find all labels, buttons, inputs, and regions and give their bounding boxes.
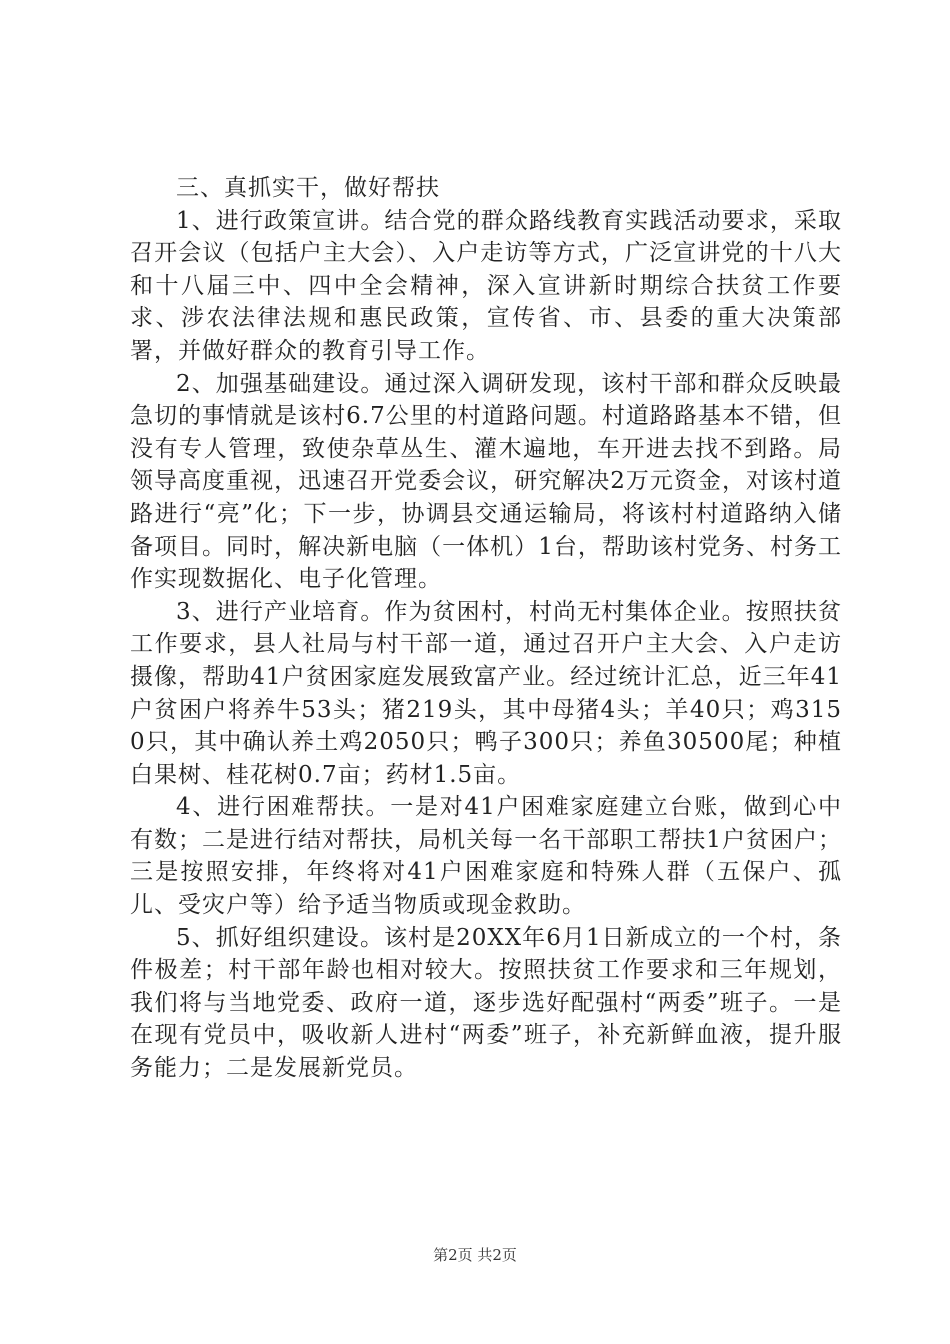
paragraph-hardship-aid: 4、进行困难帮扶。一是对41户困难家庭建立台账，做到心中有数；二是进行结对帮扶，局机关每一名干部职工帮扶1户贫困户；三是按照安排，年终将对41户困难家庭和特殊人群（五保户、孤儿、受灾户等）给予适当物质或现金救助。 bbox=[130, 794, 842, 919]
paragraph-infrastructure: 2、加强基础建设。通过深入调研发现，该村干部和群众反映最急切的事情就是该村6.7公里的村道路问题。村道路路基本不错，但没有专人管理，致使杂草丛生、灌木遍地，车开进去找不到路。局领导高度重视，迅速召开党委会议，研究解决2万元资金，对该村道路进行“亮”化；下一步，协调县交通运输局，将该村村道路纳入储备项目。同时，解决新电脑（一体机）1台，帮助该村党务、村务工作实现数据化、电子化管理。 bbox=[130, 370, 842, 593]
page-number: 第2页 共2页 bbox=[433, 1246, 517, 1264]
document-body bbox=[130, 172, 842, 1085]
section-heading: 三、真抓实干，做好帮扶 bbox=[176, 175, 440, 201]
paragraph-policy-promotion: 1、进行政策宣讲。结合党的群众路线教育实践活动要求，采取召开会议（包括户主大会）、入户走访等方式，广泛宣讲党的十八大和十八届三中、四中全会精神，深入宣讲新时期综合扶贫工作要求、涉农法律法规和惠民政策，宣传省、市、县委的重大决策部署，并做好群众的教育引导工作。 bbox=[130, 207, 842, 364]
paragraph-industry: 3、进行产业培育。作为贫困村，村尚无村集体企业。按照扶贫工作要求，县人社局与村干部一道，通过召开户主大会、入户走访摄像，帮助41户贫困家庭发展致富产业。经过统计汇总，近三年41户贫困户将养牛53头；猪219头，其中母猪4头；羊40只；鸡3150只，其中确认养土鸡2050只；鸭子300只；养鱼30500尾；种植白果树、桂花树0.7亩；药材1.5亩。 bbox=[130, 598, 842, 788]
paragraph-organization: 5、抓好组织建设。该村是20XX年6月1日新成立的一个村，条件极差；村干部年龄也相对较大。按照扶贫工作要求和三年规划，我们将与当地党委、政府一道，逐步选好配强村“两委”班子。一是在现有党员中，吸收新人进村“两委”班子，补充新鲜血液，提升服务能力；二是发展新党员。 bbox=[130, 924, 842, 1082]
